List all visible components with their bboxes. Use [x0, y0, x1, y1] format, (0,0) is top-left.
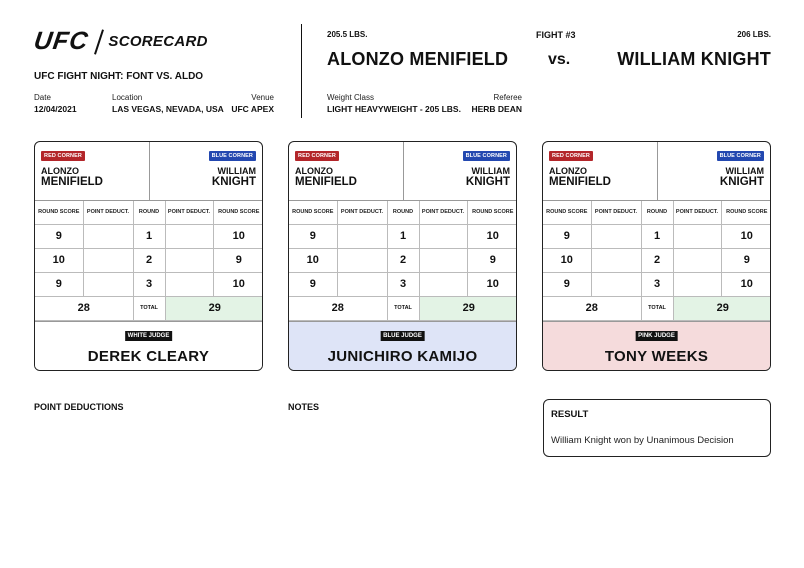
blue-point-deduct — [165, 248, 213, 272]
venue-value: UFC APEX — [231, 104, 274, 114]
blue-total: 29 — [419, 296, 517, 320]
judge-badge: PINK JUDGE — [635, 331, 678, 341]
blue-round-score-header: ROUND SCORE — [467, 201, 517, 224]
red-round-score: 10 — [543, 248, 591, 272]
red-round-score: 9 — [543, 224, 591, 248]
referee-value: HERB DEAN — [471, 104, 522, 114]
score-table-header — [543, 201, 771, 224]
red-corner-badge: RED CORNER — [549, 151, 593, 161]
vs-label: vs. — [548, 51, 571, 68]
red-round-score-header: ROUND SCORE — [289, 201, 337, 224]
red-point-deduct — [591, 248, 641, 272]
red-fighter-name: ALONZO MENIFIELD — [327, 49, 509, 69]
round-number: 1 — [133, 224, 165, 248]
blue-round-score: 9 — [721, 248, 771, 272]
round-row — [543, 272, 771, 296]
red-corner-badge: RED CORNER — [295, 151, 339, 161]
blue-point-deduct — [165, 272, 213, 296]
blue-fighter-name: WILLIAM KNIGHT — [617, 49, 771, 69]
date-label: Date — [34, 93, 51, 102]
red-fighter-card-name — [295, 166, 357, 188]
blue-point-deduct — [673, 272, 721, 296]
weight-class-value: LIGHT HEAVYWEIGHT - 205 LBS. — [327, 104, 461, 114]
blue-point-deduct — [419, 248, 467, 272]
red-total: 28 — [543, 296, 641, 320]
card-header — [289, 142, 516, 201]
blue-fighter-card-name — [466, 166, 510, 188]
round-header: ROUND — [641, 201, 673, 224]
judge-badge: BLUE JUDGE — [380, 331, 425, 341]
blue-fighter-card-name — [720, 166, 764, 188]
judge-name: JUNICHIRO KAMIJO — [327, 347, 478, 365]
red-point-deduct — [83, 272, 133, 296]
judge-badge: WHITE JUDGE — [125, 331, 173, 341]
round-row — [35, 248, 263, 272]
judge-name: DEREK CLEARY — [87, 347, 210, 365]
blue-round-score-header: ROUND SCORE — [213, 201, 263, 224]
blue-point-deduct — [419, 272, 467, 296]
scorecard-label: SCORECARD — [108, 33, 208, 50]
red-point-deduct — [337, 272, 387, 296]
blue-round-score-header: ROUND SCORE — [721, 201, 771, 224]
score-table — [289, 201, 517, 321]
total-label: TOTAL — [641, 296, 673, 320]
red-first-name: ALONZO — [295, 166, 333, 176]
round-number: 1 — [387, 224, 419, 248]
red-round-score: 9 — [35, 272, 83, 296]
blue-first-name: WILLIAM — [725, 166, 764, 176]
judge-scorecard — [542, 141, 771, 371]
card-header-divider — [149, 142, 150, 201]
blue-round-score: 10 — [721, 224, 771, 248]
header-divider — [301, 24, 302, 118]
blue-total: 29 — [673, 296, 771, 320]
judge-scorecard — [288, 141, 517, 371]
blue-point-deduct — [673, 248, 721, 272]
point-deductions-title: POINT DEDUCTIONS — [34, 402, 124, 412]
red-first-name: ALONZO — [41, 166, 79, 176]
blue-corner-badge: BLUE CORNER — [463, 151, 510, 161]
logo-divider — [94, 29, 104, 54]
result-text: William Knight won by Unanimous Decision — [551, 435, 734, 446]
round-number: 2 — [133, 248, 165, 272]
red-fighter-card-name — [41, 166, 103, 188]
round-header: ROUND — [387, 201, 419, 224]
card-header-divider — [657, 142, 658, 201]
location-value: LAS VEGAS, NEVADA, USA — [112, 104, 224, 114]
blue-point-deduct — [165, 224, 213, 248]
total-row — [289, 296, 517, 320]
red-point-deduct-header: POINT DEDUCT. — [83, 201, 133, 224]
judge-panel — [35, 321, 262, 372]
red-point-deduct-header: POINT DEDUCT. — [337, 201, 387, 224]
round-number: 2 — [387, 248, 419, 272]
blue-round-score: 10 — [213, 272, 263, 296]
score-table — [543, 201, 771, 321]
score-table — [35, 201, 263, 321]
judge-panel — [543, 321, 770, 372]
judge-scorecard — [34, 141, 263, 371]
blue-round-score: 10 — [213, 224, 263, 248]
red-point-deduct — [337, 224, 387, 248]
total-label: TOTAL — [387, 296, 419, 320]
blue-corner-badge: BLUE CORNER — [209, 151, 256, 161]
red-point-deduct — [83, 248, 133, 272]
card-header — [543, 142, 770, 201]
scorecard-header — [0, 0, 804, 125]
location-label: Location — [112, 93, 143, 102]
blue-point-deduct-header: POINT DEDUCT. — [673, 201, 721, 224]
total-label: TOTAL — [133, 296, 165, 320]
red-round-score: 10 — [35, 248, 83, 272]
event-name: UFC FIGHT NIGHT: FONT VS. ALDO — [34, 71, 204, 82]
ufc-logo — [34, 27, 208, 56]
red-point-deduct — [591, 224, 641, 248]
blue-round-score: 10 — [467, 272, 517, 296]
blue-point-deduct — [419, 224, 467, 248]
red-round-score-header: ROUND SCORE — [35, 201, 83, 224]
red-fighter-weight: 205.5 LBS. — [327, 30, 368, 39]
red-round-score: 9 — [543, 272, 591, 296]
blue-point-deduct-header: POINT DEDUCT. — [419, 201, 467, 224]
total-row — [543, 296, 771, 320]
red-total: 28 — [35, 296, 133, 320]
red-point-deduct — [337, 248, 387, 272]
card-header-divider — [403, 142, 404, 201]
result-box — [543, 399, 771, 457]
date-value: 12/04/2021 — [34, 104, 77, 114]
round-row — [289, 224, 517, 248]
round-number: 3 — [133, 272, 165, 296]
red-round-score: 9 — [289, 272, 337, 296]
red-point-deduct — [591, 272, 641, 296]
round-number: 1 — [641, 224, 673, 248]
judge-panel — [289, 321, 516, 372]
referee-label: Referee — [493, 93, 522, 102]
total-row — [35, 296, 263, 320]
blue-point-deduct — [673, 224, 721, 248]
round-number: 3 — [387, 272, 419, 296]
red-round-score-header: ROUND SCORE — [543, 201, 591, 224]
round-number: 2 — [641, 248, 673, 272]
blue-corner-badge: BLUE CORNER — [717, 151, 764, 161]
blue-round-score: 9 — [467, 248, 517, 272]
round-row — [543, 224, 771, 248]
red-last-name: MENIFIELD — [295, 176, 357, 188]
blue-first-name: WILLIAM — [217, 166, 256, 176]
red-total: 28 — [289, 296, 387, 320]
blue-fighter-card-name — [212, 166, 256, 188]
blue-first-name: WILLIAM — [471, 166, 510, 176]
red-last-name: MENIFIELD — [549, 176, 611, 188]
red-point-deduct — [83, 224, 133, 248]
red-fighter-card-name — [549, 166, 611, 188]
red-corner-badge: RED CORNER — [41, 151, 85, 161]
judge-name: TONY WEEKS — [604, 347, 709, 365]
round-row — [35, 224, 263, 248]
fight-number: FIGHT #3 — [536, 30, 576, 40]
weight-class-label: Weight Class — [327, 93, 374, 102]
score-table-header — [289, 201, 517, 224]
blue-total: 29 — [165, 296, 263, 320]
red-round-score: 10 — [289, 248, 337, 272]
round-row — [35, 272, 263, 296]
notes-title: NOTES — [288, 402, 320, 412]
card-header — [35, 142, 262, 201]
red-round-score: 9 — [35, 224, 83, 248]
red-last-name: MENIFIELD — [41, 176, 103, 188]
ufc-logo-text: UFC — [32, 27, 91, 55]
red-point-deduct-header: POINT DEDUCT. — [591, 201, 641, 224]
blue-point-deduct-header: POINT DEDUCT. — [165, 201, 213, 224]
round-number: 3 — [641, 272, 673, 296]
result-title: RESULT — [551, 409, 589, 420]
blue-round-score: 10 — [467, 224, 517, 248]
blue-last-name: KNIGHT — [211, 176, 256, 188]
red-round-score: 9 — [289, 224, 337, 248]
blue-fighter-weight: 206 LBS. — [737, 30, 771, 39]
score-table-header — [35, 201, 263, 224]
blue-last-name: KNIGHT — [719, 176, 764, 188]
blue-round-score: 10 — [721, 272, 771, 296]
round-row — [289, 272, 517, 296]
blue-round-score: 9 — [213, 248, 263, 272]
blue-last-name: KNIGHT — [465, 176, 510, 188]
round-header: ROUND — [133, 201, 165, 224]
round-row — [543, 248, 771, 272]
red-first-name: ALONZO — [549, 166, 587, 176]
round-row — [289, 248, 517, 272]
venue-label: Venue — [251, 93, 274, 102]
